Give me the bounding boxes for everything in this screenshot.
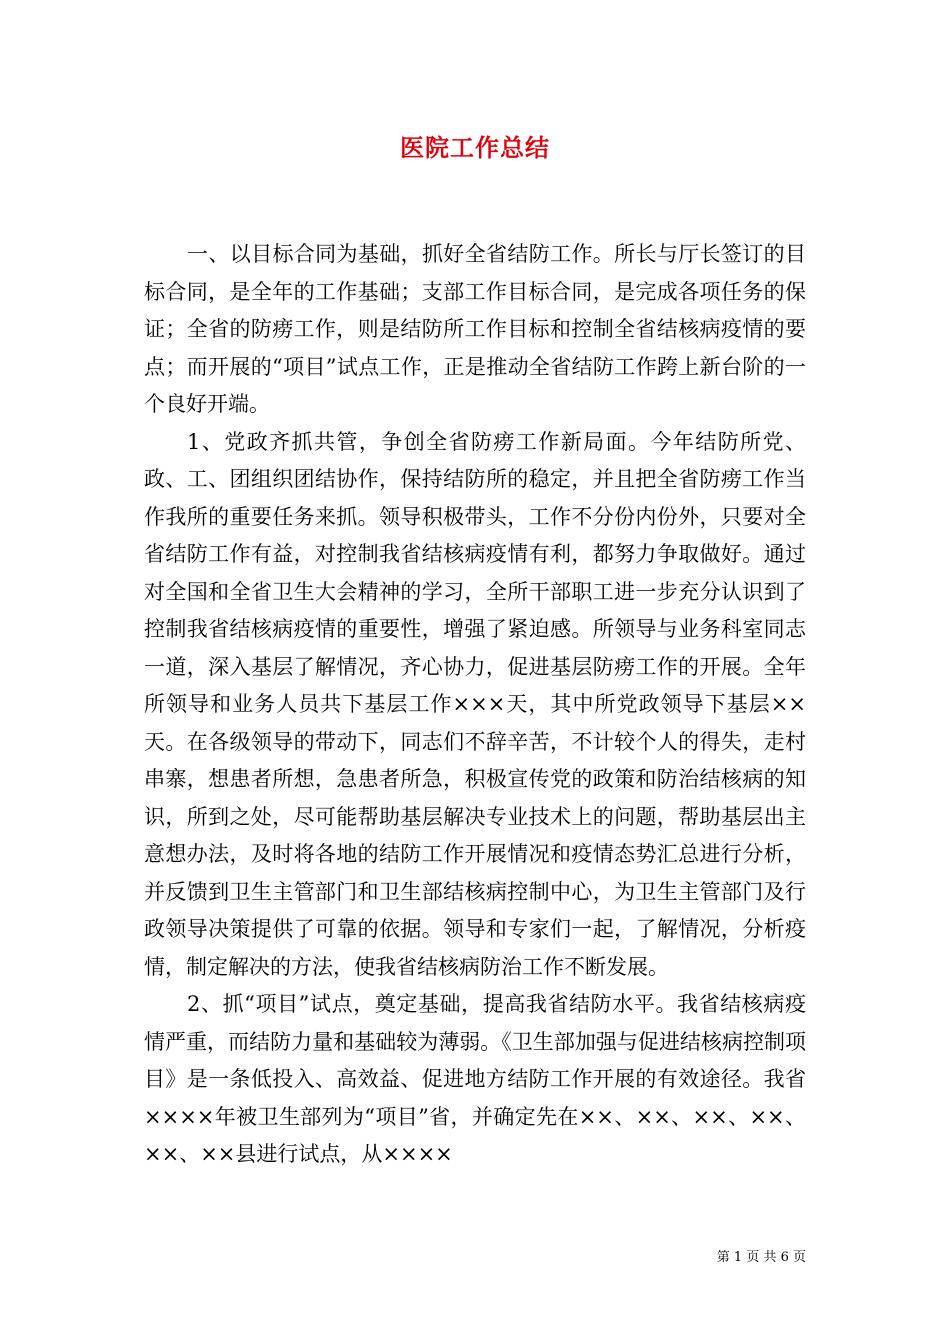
paragraph-3: 2、抓“项目”试点，奠定基础，提高我省结防水平。我省结核病疫情严重，而结防力量和基础较为薄弱。《卫生部加强与促进结核病控制项目》是一条低投入、高效益、促进地方结防工作开展的有效途径。我省××××年被卫生部列为“项目”省，并确定先在××、××、××、××、××、××县进行试点，从×××× [144,992,806,1166]
page-number: 第 1 页 共 6 页 [716,1250,806,1265]
paragraph-2: 1、党政齐抓共管，争创全省防痨工作新局面。今年结防所党、政、工、团组织团结协作，保持结防所的稳定，并且把全省防痨工作当作我所的重要任务来抓。领导积极带头，工作不分份内份外，只要对全省结防工作有益，对控制我省结核病疫情有利，都努力争取做好。通过对全国和全省卫生大会精神的学习，全所干部职工进一步充分认识到了控制我省结核病疫情的重要性，增强了紧迫感。所领导与业务科室同志一道，深入基层了解情况，齐心协力，促进基层防痨工作的开展。全年所领导和业务人员共下基层工作×××天，其中所党政领导下基层××天。在各级领导的带动下，同志们不辞辛苦，不计较个人的得失，走村串寨，想患者所想，急患者所急，积极宣传党的政策和防治结核病的知识，所到之处，尽可能帮助基层解决专业技术上的问题，帮助基层出主意想办法，及时将各地的结防工作开展情况和疫情态势汇总进行分析，并反馈到卫生主管部门和卫生部结核病控制中心，为卫生主管部门及行政领导决策提供了可靠的依据。领导和专家们一起，了解情况，分析疫情，制定解决的方法，使我省结核病防治工作不断发展。 [144,429,806,979]
document-title: 医院工作总结 [400,133,550,162]
document-body [144,236,806,1174]
paragraph-1: 一、以目标合同为基础，抓好全省结防工作。所长与厅长签订的目标合同，是全年的工作基础；支部工作目标合同，是完成各项任务的保证；全省的防痨工作，则是结防所工作目标和控制全省结核病疫情的要点；而开展的“项目”试点工作，正是推动全省结防工作跨上新台阶的一个良好开端。 [144,242,806,416]
